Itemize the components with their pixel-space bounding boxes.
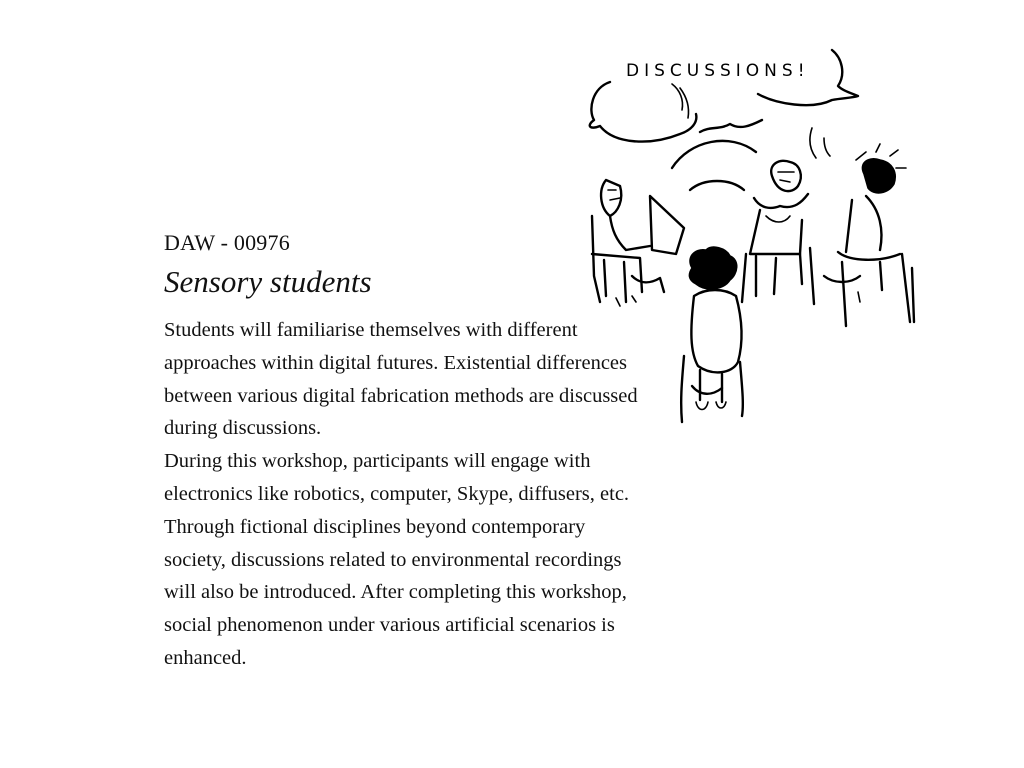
right-seated-figure <box>810 144 914 326</box>
speech-bubble-text: DISCUSSIONS! <box>626 61 810 81</box>
body-paragraph-3: Through fictional disciplines beyond contemporary society, discussions related to environmental recordings will also be introduced. After completing this workshop, social phenomenon under various artificial scenarios is enhanced. <box>164 515 627 669</box>
workshop-code: DAW - 00976 <box>164 230 290 255</box>
workshop-description <box>164 230 644 675</box>
speech-bubble <box>590 50 858 142</box>
body-paragraph-1: Students will familiarise themselves with different approaches within digital futures. Existential differences between various digital fabrication methods are discussed during discussions. <box>164 319 638 440</box>
workshop-title: Sensory students <box>164 264 372 299</box>
body-paragraph-2: During this workshop, participants will engage with electronics like robotics, computer, Skype, diffusers, etc. <box>164 450 630 505</box>
center-figure-back-view <box>681 247 743 422</box>
right-center-seated-figure <box>742 161 808 302</box>
motion-lines <box>672 120 830 190</box>
workshop-body <box>164 314 644 675</box>
